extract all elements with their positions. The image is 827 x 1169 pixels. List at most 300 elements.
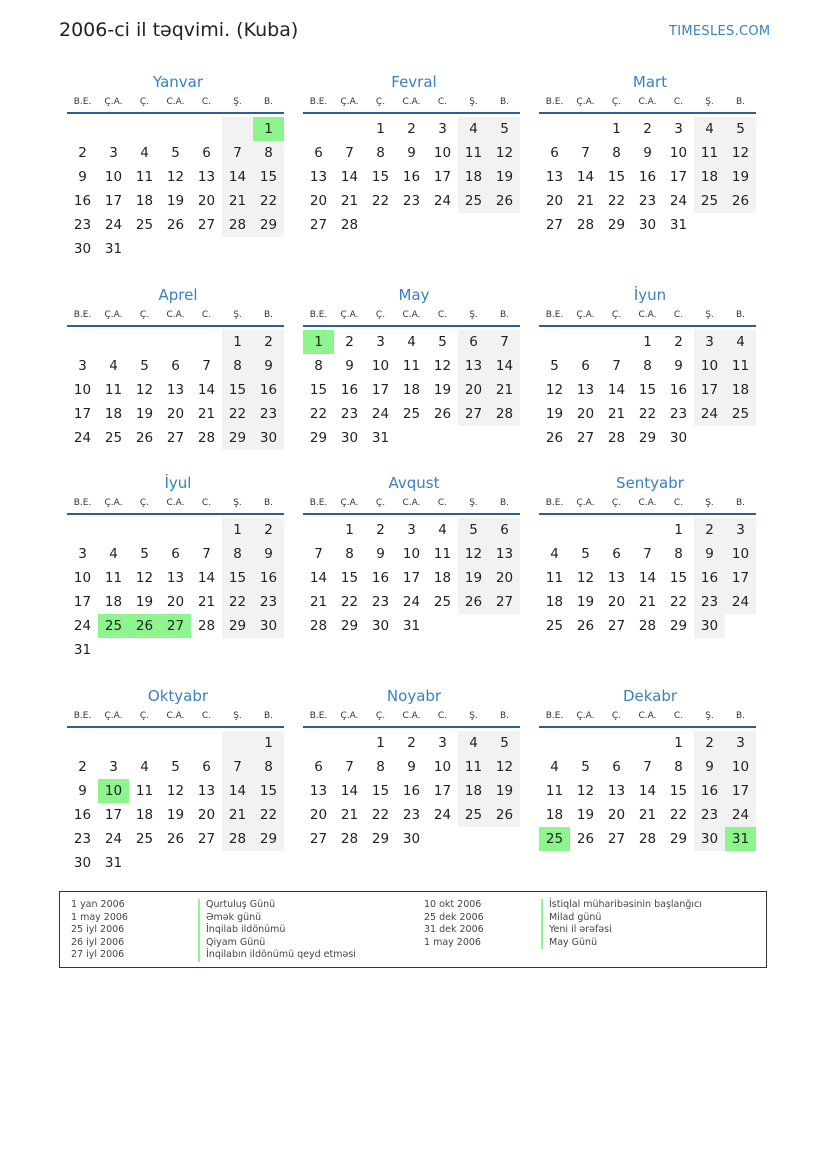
day-cell: 19 (576, 594, 595, 610)
weekday-label: B.E. (545, 310, 564, 320)
weekday-label: C.A. (166, 711, 185, 721)
day-cell: 8 (222, 354, 253, 378)
month-name: Dekabr (622, 687, 678, 705)
day-cell: 20 (309, 807, 328, 823)
day-cell: 26 (545, 430, 564, 446)
empty-day-cell (129, 518, 160, 542)
month-calendar (303, 71, 525, 237)
day-cell: 25 (545, 618, 564, 634)
empty-day-cell (601, 731, 632, 755)
header-rule (539, 726, 756, 728)
day-cell: 8 (345, 546, 354, 562)
day-cell: 3 (674, 121, 683, 137)
empty-day-cell (334, 731, 365, 755)
day-cell: 23 (371, 594, 390, 610)
day-cell: 30 (694, 827, 725, 851)
day-cell: 28 (489, 402, 520, 426)
day-cell: 21 (197, 406, 216, 422)
legend-holiday-name: Əmək günü (206, 911, 262, 923)
weekday-label: Ç.A. (576, 310, 595, 320)
day-cell: 28 (340, 217, 359, 233)
day-cell: 24 (104, 831, 123, 847)
day-cell: 27 (458, 402, 489, 426)
day-cell: 1 (612, 121, 621, 137)
month-calendar (539, 472, 761, 638)
day-cell: 27 (166, 430, 185, 446)
day-cell: 2 (345, 334, 354, 350)
day-cell: 8 (253, 755, 284, 779)
day-cell: 7 (612, 358, 621, 374)
day-cell: 29 (222, 614, 253, 638)
month-days-grid (539, 707, 761, 851)
day-cell: 30 (340, 430, 359, 446)
month-days-grid (303, 93, 525, 237)
day-cell: 23 (73, 831, 92, 847)
day-cell: 14 (222, 779, 253, 803)
holiday-day-cell: 1 (303, 330, 334, 354)
day-cell: 4 (694, 117, 725, 141)
day-cell: 6 (314, 145, 323, 161)
day-cell: 9 (407, 145, 416, 161)
month-days-grid (303, 707, 525, 851)
day-cell: 22 (371, 193, 390, 209)
month-calendar (67, 71, 289, 261)
holiday-legend (59, 891, 767, 968)
day-cell: 22 (669, 594, 688, 610)
day-cell: 2 (643, 121, 652, 137)
weekday-label: Ş. (233, 97, 242, 107)
month-calendar (67, 685, 289, 875)
day-cell: 21 (576, 193, 595, 209)
day-cell: 29 (607, 217, 626, 233)
weekday-label: B.E. (545, 498, 564, 508)
day-cell: 5 (550, 358, 559, 374)
day-cell: 23 (638, 193, 657, 209)
day-cell: 21 (607, 406, 626, 422)
empty-day-cell (539, 518, 570, 542)
day-cell: 16 (669, 382, 688, 398)
holiday-day-cell: 25 (539, 827, 570, 851)
day-cell: 29 (669, 618, 688, 634)
empty-day-cell (98, 518, 129, 542)
day-cell: 17 (433, 783, 452, 799)
day-cell: 9 (643, 145, 652, 161)
day-cell: 23 (253, 590, 284, 614)
day-cell: 21 (340, 193, 359, 209)
month-days-grid (539, 494, 761, 638)
day-cell: 30 (638, 217, 657, 233)
day-cell: 11 (433, 546, 452, 562)
day-cell: 12 (433, 358, 452, 374)
day-cell: 4 (109, 358, 118, 374)
day-cell: 16 (371, 570, 390, 586)
legend-dates-col-2 (424, 899, 484, 949)
day-cell: 1 (643, 334, 652, 350)
header-rule (539, 112, 756, 114)
day-cell: 12 (458, 542, 489, 566)
weekday-label: C. (201, 711, 212, 721)
day-cell: 17 (402, 570, 421, 586)
day-cell: 13 (576, 382, 595, 398)
day-cell: 29 (371, 831, 390, 847)
day-cell: 3 (109, 145, 118, 161)
day-cell: 18 (725, 378, 756, 402)
day-cell: 3 (725, 518, 756, 542)
day-cell: 11 (104, 382, 123, 398)
empty-day-cell (539, 117, 570, 141)
weekday-label: Ç. (611, 97, 622, 107)
day-cell: 12 (135, 382, 154, 398)
legend-holiday-name: Yeni il ərəfəsi (549, 924, 612, 936)
brand-link[interactable]: TIMESLES.COM (669, 24, 771, 39)
empty-day-cell (160, 330, 191, 354)
day-cell: 26 (489, 189, 520, 213)
weekday-label: C.A. (402, 711, 421, 721)
weekday-label: Ç.A. (340, 97, 359, 107)
weekday-label: C. (673, 310, 684, 320)
day-cell: 5 (438, 334, 447, 350)
day-cell: 2 (407, 121, 416, 137)
weekday-label: Ç.A. (576, 498, 595, 508)
day-cell: 8 (612, 145, 621, 161)
day-cell: 18 (433, 570, 452, 586)
day-cell: 7 (643, 759, 652, 775)
weekday-label: Ş. (233, 310, 242, 320)
day-cell: 18 (458, 165, 489, 189)
month-name: Oktyabr (147, 687, 209, 705)
weekday-label: Ç. (375, 310, 386, 320)
day-cell: 6 (171, 358, 180, 374)
day-cell: 18 (135, 193, 154, 209)
day-cell: 27 (309, 217, 328, 233)
day-cell: 6 (612, 759, 621, 775)
day-cell: 24 (694, 402, 725, 426)
day-cell: 21 (222, 803, 253, 827)
month-days-grid (67, 494, 289, 662)
legend-date: 26 iyl 2006 (71, 936, 125, 948)
day-cell: 1 (674, 735, 683, 751)
empty-day-cell (539, 731, 570, 755)
legend-date: 27 iyl 2006 (71, 949, 125, 961)
day-cell: 15 (371, 783, 390, 799)
day-cell: 16 (402, 783, 421, 799)
weekday-label: Ş. (705, 711, 714, 721)
day-cell: 3 (109, 759, 118, 775)
day-cell: 22 (340, 594, 359, 610)
day-cell: 21 (638, 594, 657, 610)
day-cell: 13 (197, 783, 216, 799)
weekday-label: B.E. (545, 97, 564, 107)
weekday-label: C.A. (402, 310, 421, 320)
day-cell: 28 (222, 213, 253, 237)
day-cell: 4 (140, 759, 149, 775)
empty-day-cell (98, 117, 129, 141)
day-cell: 10 (402, 546, 421, 562)
day-cell: 6 (612, 546, 621, 562)
weekday-label: C.A. (166, 310, 185, 320)
day-cell: 3 (78, 358, 87, 374)
day-cell: 31 (371, 430, 390, 446)
day-cell: 7 (222, 141, 253, 165)
day-cell: 4 (550, 546, 559, 562)
day-cell: 18 (545, 807, 564, 823)
day-cell: 20 (166, 406, 185, 422)
day-cell: 14 (638, 570, 657, 586)
weekday-label: Ş. (469, 97, 478, 107)
day-cell: 11 (725, 354, 756, 378)
day-cell: 4 (458, 117, 489, 141)
day-cell: 11 (135, 783, 154, 799)
day-cell: 7 (345, 145, 354, 161)
day-cell: 20 (458, 378, 489, 402)
day-cell: 10 (725, 755, 756, 779)
empty-day-cell (570, 117, 601, 141)
legend-date: 1 may 2006 (71, 911, 128, 923)
day-cell: 2 (78, 145, 87, 161)
legend-date: 31 dek 2006 (424, 924, 484, 936)
day-cell: 19 (545, 406, 564, 422)
empty-day-cell (98, 330, 129, 354)
day-cell: 4 (140, 145, 149, 161)
month-name: Yanvar (152, 73, 204, 91)
month-calendar (539, 71, 761, 237)
day-cell: 30 (253, 426, 284, 450)
day-cell: 9 (376, 546, 385, 562)
day-cell: 22 (607, 193, 626, 209)
month-name: Mart (632, 73, 668, 91)
day-cell: 24 (402, 594, 421, 610)
day-cell: 14 (309, 570, 328, 586)
day-cell: 2 (694, 518, 725, 542)
day-cell: 22 (669, 807, 688, 823)
weekday-label: Ç. (139, 498, 150, 508)
day-cell: 9 (78, 169, 87, 185)
day-cell: 24 (104, 217, 123, 233)
day-cell: 14 (576, 169, 595, 185)
month-calendar (67, 284, 289, 450)
day-cell: 17 (725, 779, 756, 803)
legend-holiday-name: Qiyam Günü (206, 936, 266, 948)
day-cell: 26 (489, 803, 520, 827)
month-calendar (303, 685, 525, 851)
day-cell: 24 (433, 807, 452, 823)
day-cell: 19 (135, 594, 154, 610)
day-cell: 5 (489, 731, 520, 755)
day-cell: 10 (73, 570, 92, 586)
day-cell: 19 (135, 406, 154, 422)
weekday-label: C.A. (166, 97, 185, 107)
month-days-grid (303, 494, 525, 638)
weekday-label: B.E. (309, 711, 328, 721)
day-cell: 4 (438, 522, 447, 538)
month-calendar (303, 284, 525, 450)
day-cell: 25 (694, 189, 725, 213)
month-calendar (303, 472, 525, 638)
empty-day-cell (67, 518, 98, 542)
day-cell: 19 (166, 807, 185, 823)
day-cell: 25 (725, 402, 756, 426)
legend-holiday-name: İnqilabın ildönümü qeyd etməsi (206, 949, 356, 961)
day-cell: 12 (166, 169, 185, 185)
day-cell: 8 (253, 141, 284, 165)
holiday-day-cell: 27 (160, 614, 191, 638)
day-cell: 11 (104, 570, 123, 586)
day-cell: 25 (135, 831, 154, 847)
day-cell: 27 (576, 430, 595, 446)
weekday-label: C. (201, 310, 212, 320)
day-cell: 14 (489, 354, 520, 378)
day-cell: 18 (104, 594, 123, 610)
legend-holiday-name: İnqilab ildönümü (206, 924, 286, 936)
day-cell: 15 (309, 382, 328, 398)
day-cell: 7 (202, 546, 211, 562)
day-cell: 30 (694, 614, 725, 638)
day-cell: 22 (253, 803, 284, 827)
empty-day-cell (570, 518, 601, 542)
legend-date: 1 yan 2006 (71, 899, 125, 910)
day-cell: 12 (489, 141, 520, 165)
day-cell: 11 (458, 755, 489, 779)
day-cell: 23 (402, 193, 421, 209)
weekday-label: C.A. (638, 97, 657, 107)
empty-day-cell (129, 731, 160, 755)
day-cell: 16 (694, 779, 725, 803)
day-cell: 29 (309, 430, 328, 446)
day-cell: 28 (222, 827, 253, 851)
day-cell: 10 (433, 145, 452, 161)
day-cell: 21 (638, 807, 657, 823)
day-cell: 15 (669, 570, 688, 586)
weekday-label: B. (263, 498, 274, 508)
month-name: Fevral (391, 73, 437, 91)
weekday-label: Ç.A. (104, 498, 123, 508)
day-cell: 15 (253, 165, 284, 189)
day-cell: 23 (73, 217, 92, 233)
day-cell: 16 (638, 169, 657, 185)
holiday-day-cell: 1 (253, 117, 284, 141)
weekday-label: B. (735, 310, 746, 320)
weekday-label: Ş. (705, 97, 714, 107)
day-cell: 19 (458, 566, 489, 590)
day-cell: 29 (222, 426, 253, 450)
day-cell: 26 (166, 217, 185, 233)
weekday-label: Ç. (139, 310, 150, 320)
empty-day-cell (601, 330, 632, 354)
day-cell: 25 (458, 189, 489, 213)
day-cell: 28 (197, 430, 216, 446)
day-cell: 13 (197, 169, 216, 185)
month-name: Aprel (158, 286, 198, 304)
day-cell: 26 (576, 831, 595, 847)
day-cell: 16 (253, 566, 284, 590)
header-rule (303, 325, 520, 327)
day-cell: 27 (197, 217, 216, 233)
weekday-label: C.A. (638, 711, 657, 721)
day-cell: 18 (104, 406, 123, 422)
day-cell: 9 (694, 542, 725, 566)
day-cell: 19 (489, 165, 520, 189)
day-cell: 26 (576, 618, 595, 634)
day-cell: 22 (253, 189, 284, 213)
legend-names-col-1 (198, 899, 356, 962)
empty-day-cell (191, 518, 222, 542)
day-cell: 20 (166, 594, 185, 610)
header-rule (67, 325, 284, 327)
day-cell: 23 (402, 807, 421, 823)
day-cell: 7 (581, 145, 590, 161)
day-cell: 14 (607, 382, 626, 398)
weekday-label: Ş. (233, 711, 242, 721)
weekday-label: C.A. (402, 97, 421, 107)
day-cell: 12 (545, 382, 564, 398)
day-cell: 9 (407, 759, 416, 775)
day-cell: 17 (433, 169, 452, 185)
day-cell: 7 (345, 759, 354, 775)
legend-holiday-name: İstiqlal müharibəsinin başlanğıcı (549, 899, 702, 910)
day-cell: 30 (402, 831, 421, 847)
day-cell: 1 (222, 330, 253, 354)
day-cell: 30 (253, 614, 284, 638)
day-cell: 14 (340, 169, 359, 185)
day-cell: 29 (253, 213, 284, 237)
month-calendar (67, 472, 289, 662)
day-cell: 8 (314, 358, 323, 374)
weekday-label: B. (263, 711, 274, 721)
day-cell: 24 (73, 430, 92, 446)
empty-day-cell (632, 731, 663, 755)
month-name: İyun (633, 286, 667, 304)
day-cell: 14 (638, 783, 657, 799)
empty-day-cell (601, 518, 632, 542)
legend-date: 1 may 2006 (424, 936, 481, 948)
day-cell: 31 (669, 217, 688, 233)
day-cell: 22 (222, 590, 253, 614)
holiday-day-cell: 25 (98, 614, 129, 638)
month-days-grid (67, 707, 289, 875)
day-cell: 5 (581, 546, 590, 562)
weekday-label: Ç. (375, 711, 386, 721)
day-cell: 30 (73, 855, 92, 871)
weekday-label: Ş. (469, 498, 478, 508)
day-cell: 22 (309, 406, 328, 422)
day-cell: 7 (489, 330, 520, 354)
empty-day-cell (191, 117, 222, 141)
day-cell: 19 (489, 779, 520, 803)
weekday-label: C. (437, 97, 448, 107)
day-cell: 11 (545, 783, 564, 799)
legend-date: 25 dek 2006 (424, 911, 484, 923)
empty-day-cell (67, 330, 98, 354)
day-cell: 1 (376, 121, 385, 137)
day-cell: 7 (314, 546, 323, 562)
empty-day-cell (303, 117, 334, 141)
day-cell: 7 (222, 755, 253, 779)
weekday-label: Ç.A. (576, 711, 595, 721)
day-cell: 8 (376, 145, 385, 161)
day-cell: 8 (643, 358, 652, 374)
day-cell: 22 (371, 807, 390, 823)
weekday-label: Ç. (611, 498, 622, 508)
empty-day-cell (303, 518, 334, 542)
weekday-label: Ç. (375, 498, 386, 508)
legend-date: 25 iyl 2006 (71, 924, 125, 936)
day-cell: 19 (433, 382, 452, 398)
day-cell: 6 (581, 358, 590, 374)
day-cell: 31 (104, 241, 123, 257)
day-cell: 21 (197, 594, 216, 610)
empty-day-cell (570, 731, 601, 755)
day-cell: 3 (376, 334, 385, 350)
